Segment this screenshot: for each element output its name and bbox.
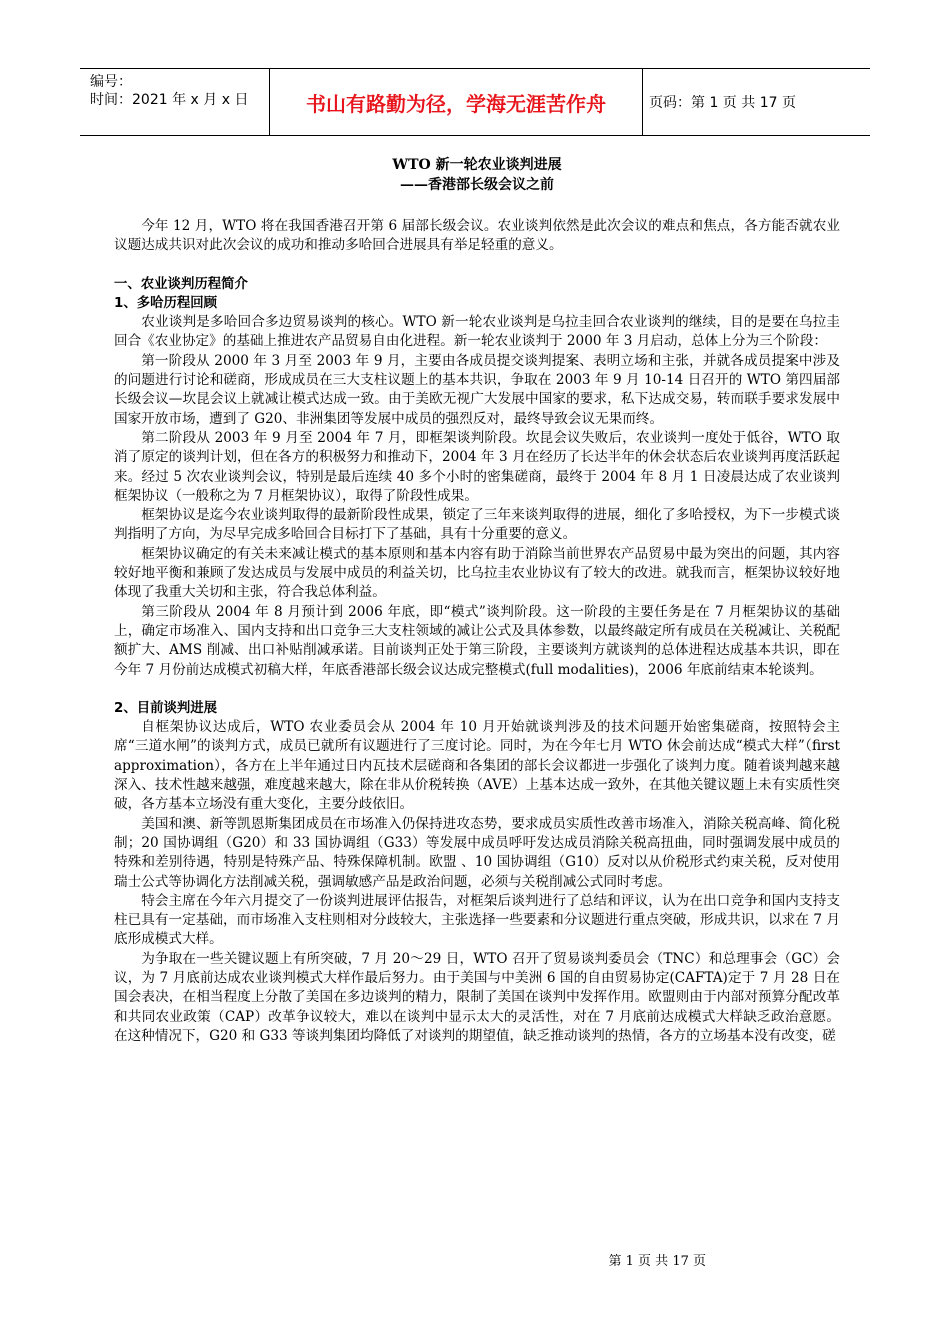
header-meta — [80, 69, 270, 135]
footer-page-number: 第 1 页 共 17 页 — [608, 1254, 706, 1269]
paragraph: 特会主席在今年六月提交了一份谈判进展评估报告，对框架后谈判进行了总结和评议，认为在出口竞争和国内支持支柱已具有一定基础，而市场准入支柱则相对分歧较大，主张选择一些要素和分议题进行重点突破，形成共识，以求在 7 月底形成模式大样。 — [114, 892, 840, 948]
section1-subheading: 1、多哈历程回顾 — [114, 295, 218, 311]
paragraph: 第一阶段从 2000 年 3 月至 2003 年 9 月，主要由各成员提交谈判提案、表明立场和主张，并就各成员提案中涉及的问题进行讨论和磋商，形成成员在三大支柱议题上的基本共识，争取在 2003 年 9 月 10-14 日召开的 WTO 第四届部长级会议—坎昆会议上就减让模式达成一致。由于美欧无视广大发展中国家的要求，私下达成交易，转而联手要求发展中国家开放市场，遭到了 G20、非洲集团等发展中成员的强烈反对，最终导致会议无果而终。 — [114, 352, 840, 427]
paragraph: 框架协议是迄今农业谈判取得的最新阶段性成果，锁定了三年来谈判取得的进展，细化了多哈授权，为下一步模式谈判指明了方向，为尽早完成多哈回合目标打下了基础，具有十分重要的意义。 — [114, 507, 840, 543]
header-motto: 书山有路勤为径，学海无涯苦作舟 — [270, 69, 643, 135]
time-label: 时间：2021 年 x 月 x 日 — [90, 92, 249, 108]
paragraph: 自框架协议达成后，WTO 农业委员会从 2004 年 10 月开始就谈判涉及的技术问题开始密集磋商，按照特会主席“三道水闸”的谈判方式，成员已就所有议题进行了三度讨论。同时，为在今年七月 WTO 休会前达成“模式大样”（first approximation），各方在上半年通过日内瓦技术层磋商和各集团的部长会议都进一步强化了谈判力度。随着谈判越来越深入、技术性越来越强，难度越来越大，除在非从价税转换（AVE）上基本达成一致外，在其他关键议题上未有实质性突破，各方基本立场没有重大变化，主要分歧依旧。 — [114, 719, 840, 813]
paragraph: 框架协议确定的有关未来减让模式的基本原则和基本内容有助于消除当前世界农产品贸易中最为突出的问题，其内容较好地平衡和兼顾了发达成员与发展中成员的利益关切，比乌拉圭农业协议有了较大的改进。就我而言，框架协议较好地体现了我重大关切和主张，符合我总体利益。 — [114, 545, 840, 601]
page-footer — [0, 1250, 950, 1269]
paragraph: 第二阶段从 2003 年 9 月至 2004 年 7 月，即框架谈判阶段。坎昆会议失败后，农业谈判一度处于低谷，WTO 取消了原定的谈判计划，但在各方的积极努力和推动下，2004 年 3 月在经历了长达半年的休会状态后农业谈判再度活跃起来。经过 5 次农业谈判会议，特别是最后连续 40 多个小时的密集磋商，最终于 2004 年 8 月 1 日凌晨达成了农业谈判框架协议（一般称之为 7 月框架协议），取得了阶段性成果。 — [114, 429, 840, 504]
header-page-info: 页码：第 1 页 共 17 页 — [649, 95, 796, 111]
doc-subtitle: ——香港部长级会议之前 — [400, 177, 554, 193]
paragraph: 农业谈判是多哈回合多边贸易谈判的核心。WTO 新一轮农业谈判是乌拉圭回合农业谈判的继续，目的是要在乌拉圭回合《农业协定》的基础上推进农产品贸易自由化进程。新一轮农业谈判于 2000 年 3 月启动，总体上分为三个阶段： — [114, 314, 840, 350]
section1-heading: 一、农业谈判历程简介 — [114, 276, 248, 292]
section2-heading: 2、目前谈判进展 — [114, 700, 218, 716]
number-label: 编号： — [90, 74, 132, 90]
paragraph: 为争取在一些关键议题上有所突破，7 月 20～29 日，WTO 召开了贸易谈判委员会（TNC）和总理事会（GC）会议，为 7 月底前达成农业谈判模式大样作最后努力。由于美国与中美洲 6 国的自由贸易协定(CAFTA)定于 7 月 28 日在国会表决，在相当程度上分散了美国在多边谈判的精力，限制了美国在谈判中发挥作用。欧盟则由于内部对预算分配改革和共同农业政策（CAP）改革争议较大，难以在谈判中显示太大的灵活性，对在 7 月底前达成模式大样缺乏政治意愿。在这种情况下，G20 和 G33 等谈判集团均降低了对谈判的期望值，缺乏推动谈判的热情，各方的立场基本没有改变，磋 — [114, 950, 840, 1044]
paragraph: 美国和澳、新等凯恩斯集团成员在市场准入仍保持进攻态势，要求成员实质性改善市场准入，消除关税高峰、简化税制；20 国协调组（G20）和 33 国协调组（G33）等发展中成员呼吁发达成员消除关税高扭曲，同时强调发展中成员的特殊和差别待遇，特别是特殊产品、特殊保障机制。欧盟 、10 国协调组（G10）反对以从价税形式约束关税，反对使用瑞士公式等协调化方法削减关税，强调敏感产品是政治问题，必须与关税削减公式同时考虑。 — [114, 815, 840, 890]
intro-paragraph: 今年 12 月，WTO 将在我国香港召开第 6 届部长级会议。农业谈判依然是此次会议的难点和焦点，各方能否就农业议题达成共识对此次会议的成功和推动多哈回合进展具有举足轻重的意义。 — [114, 218, 840, 254]
paragraph: 第三阶段从 2004 年 8 月预计到 2006 年底，即“模式”谈判阶段。这一阶段的主要任务是在 7 月框架协议的基础上，确定市场准入、国内支持和出口竞争三大支柱领域的减让公式及具体参数，以最终敲定所有成员在关税减让、关税配额扩大、AMS 削减、出口补贴削减承诺。目前谈判正处于第三阶段，主要谈判方就谈判的总体进程达成基本共识，即在今年 7 月份前达成模式初稿大样，年底香港部长级会议达成完整模式(full modalities)，2006 年底前结束本轮谈判。 — [114, 603, 840, 678]
header-table — [80, 68, 870, 136]
document-body — [114, 155, 840, 1046]
doc-title: WTO 新一轮农业谈判进展 — [392, 157, 562, 173]
